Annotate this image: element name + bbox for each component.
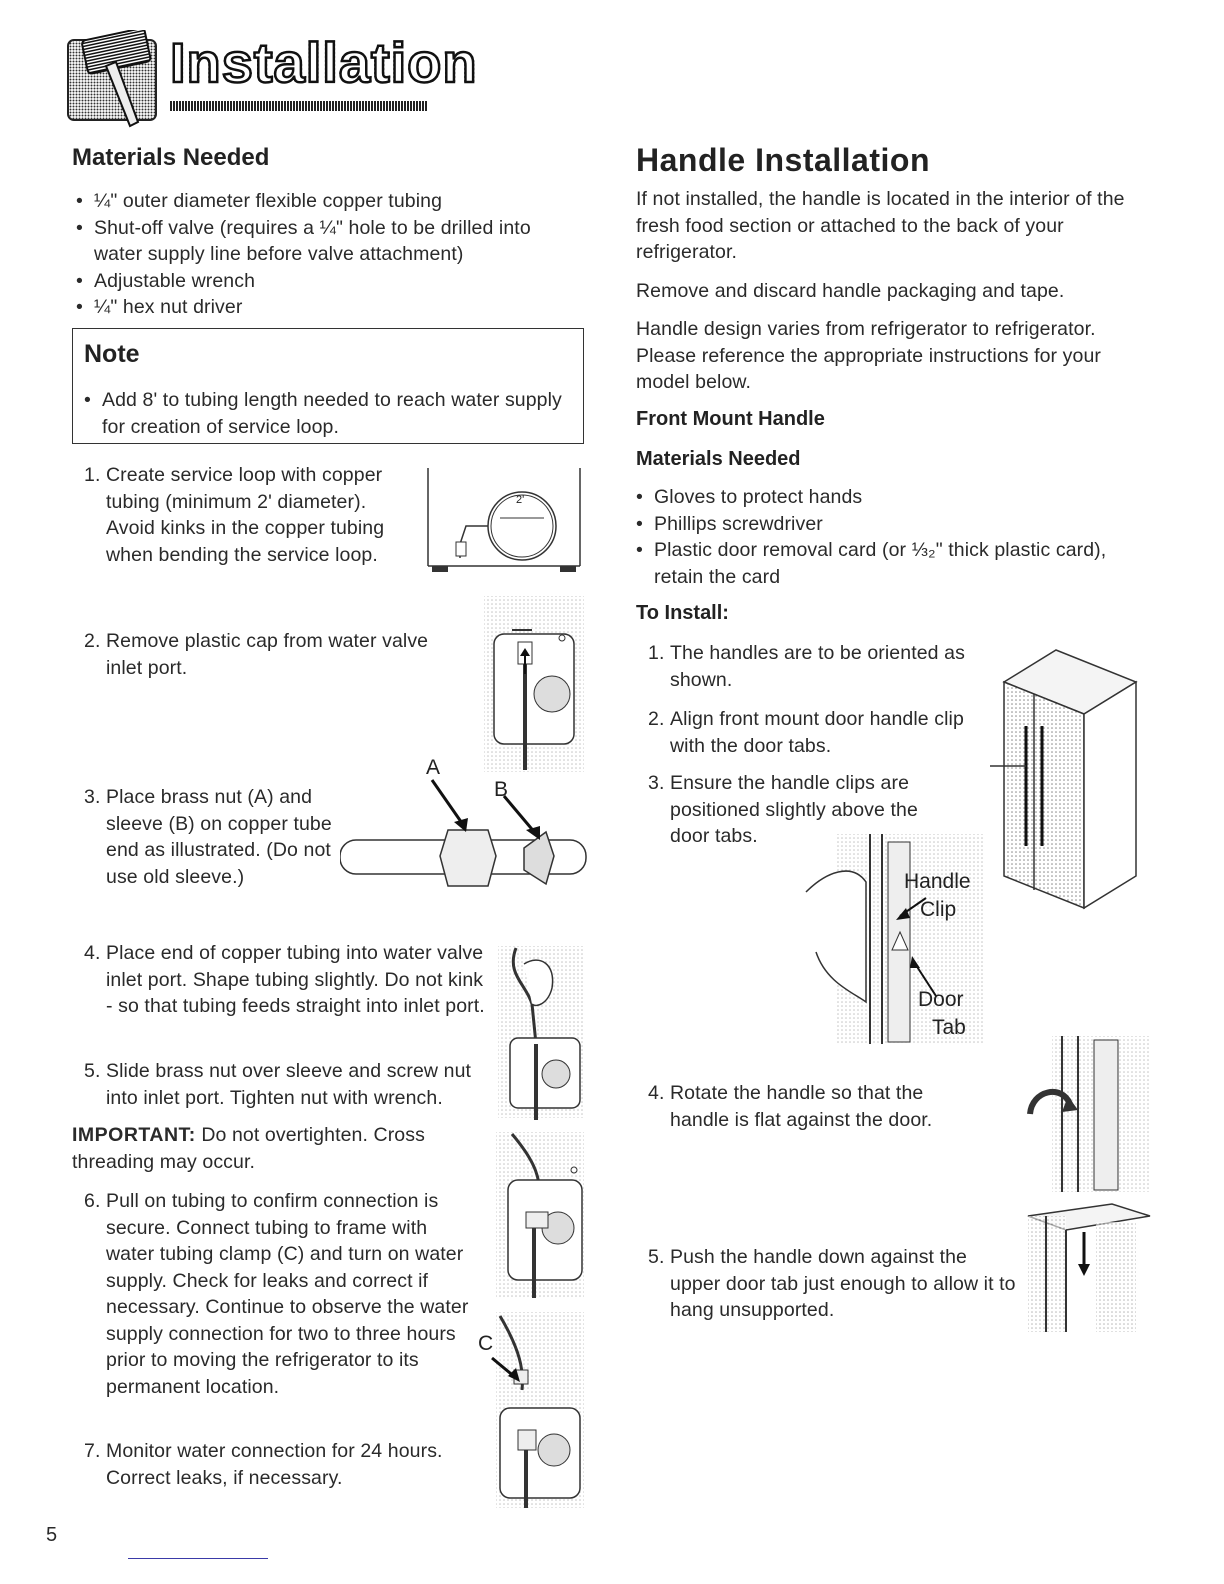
list-item: • ¼" hex nut driver <box>76 296 243 318</box>
list-item: • Gloves to protect hands <box>636 486 863 508</box>
water-valve-figure <box>482 594 586 774</box>
handle-materials-heading: Materials Needed <box>636 448 801 470</box>
rotate-handle-figure <box>1022 1034 1152 1194</box>
push-handle-figure <box>1026 1202 1152 1334</box>
list-item: • Adjustable wrench <box>76 269 256 292</box>
materials-list <box>76 188 576 321</box>
list-item: • Phillips screwdriver <box>636 512 823 535</box>
list-item: • Shut-off valve (requires a ¼" hole to be drilled into water supply line before valve attachment) <box>76 216 531 265</box>
clamp-label: C <box>478 1332 494 1355</box>
step-item: 2. Align front mount door handle clip with the door tabs. <box>648 708 964 757</box>
step-item: 6. Pull on tubing to confirm connection is secure. Connect tubing to frame with water tubing clamp (C) and turn on water supply. Check for leaks and correct if necessary. Continue to observe the water supply connection for two to three hours prior to moving the refrigerator to its permanent location. <box>84 1190 469 1398</box>
tubing-insert-figure <box>496 944 586 1120</box>
handle-paragraph: Remove and discard handle packaging and tape. <box>636 280 1065 302</box>
to-install-heading: To Install: <box>636 602 729 624</box>
handle-label-line1: Handle <box>904 870 971 893</box>
step-item: 5. Push the handle down against the upper door tab just enough to allow it to hang unsupported. <box>648 1246 1016 1321</box>
service-loop-figure <box>426 466 582 578</box>
hammer-icon <box>66 30 158 130</box>
door-label-line2: Tab <box>932 1016 966 1039</box>
step-item: 7. Monitor water connection for 24 hours. Correct leaks, if necessary. <box>84 1440 443 1489</box>
handle-paragraph: If not installed, the handle is located in the interior of the fresh food section or attached to the back of your refrigerator. <box>636 188 1125 263</box>
page-title: Installation <box>170 28 478 98</box>
list-item: • ¼" outer diameter flexible copper tubing <box>76 190 443 212</box>
door-label-line1: Door <box>918 988 964 1011</box>
note-list <box>84 387 564 440</box>
step-item: 2. Remove plastic cap from water valve inlet port. <box>84 630 429 679</box>
handle-clip-figure <box>796 832 986 1046</box>
step-item: 1. Create service loop with copper tubing (minimum 2' diameter). Avoid kinks in the copper tubing when bending the service loop. <box>84 464 385 566</box>
nut-label: A <box>426 756 441 779</box>
list-item: • Add 8' to tubing length needed to reach water supply for creation of service loop. <box>84 389 562 438</box>
footer-rule <box>128 1558 268 1559</box>
note-title: Note <box>84 340 140 368</box>
clamp-figure <box>470 1310 586 1510</box>
step-item: 1. The handles are to be oriented as shown. <box>648 642 965 691</box>
materials-heading: Materials Needed <box>72 144 270 171</box>
step-item: 4. Place end of copper tubing into water valve inlet port. Shape tubing slightly. Do not kink - so that tubing feeds straight into inlet port. <box>84 942 485 1017</box>
refrigerator-figure <box>986 646 1152 916</box>
nut-sleeve-figure <box>340 756 590 896</box>
handle-materials-list <box>636 484 1156 590</box>
title-underline <box>170 101 428 111</box>
loop-dimension-label: 2' <box>516 494 525 506</box>
front-mount-heading: Front Mount Handle <box>636 408 825 430</box>
sleeve-label: B <box>494 778 509 801</box>
important-note: IMPORTANT: Do not overtighten. Cross threading may occur. <box>72 1124 425 1173</box>
handle-label-line2: Clip <box>920 898 957 921</box>
handle-paragraph: Handle design varies from refrigerator to refrigerator. Please reference the appropriate instructions for your model below. <box>636 318 1101 393</box>
page-number: 5 <box>46 1524 58 1546</box>
pull-tubing-figure <box>494 1130 586 1300</box>
step-item: 3. Ensure the handle clips are positioned slightly above the door tabs. <box>648 772 918 847</box>
step-item: 5. Slide brass nut over sleeve and screw nut into inlet port. Tighten nut with wrench. <box>84 1060 472 1109</box>
step-item: 4. Rotate the handle so that the handle is flat against the door. <box>648 1082 933 1131</box>
step-item: 3. Place brass nut (A) and sleeve (B) on copper tube end as illustrated. (Do not use old sleeve.) <box>84 786 332 888</box>
list-item: • Plastic door removal card (or ⅓₂" thick plastic card), retain the card <box>636 539 1107 588</box>
handle-heading: Handle Installation <box>636 142 930 178</box>
